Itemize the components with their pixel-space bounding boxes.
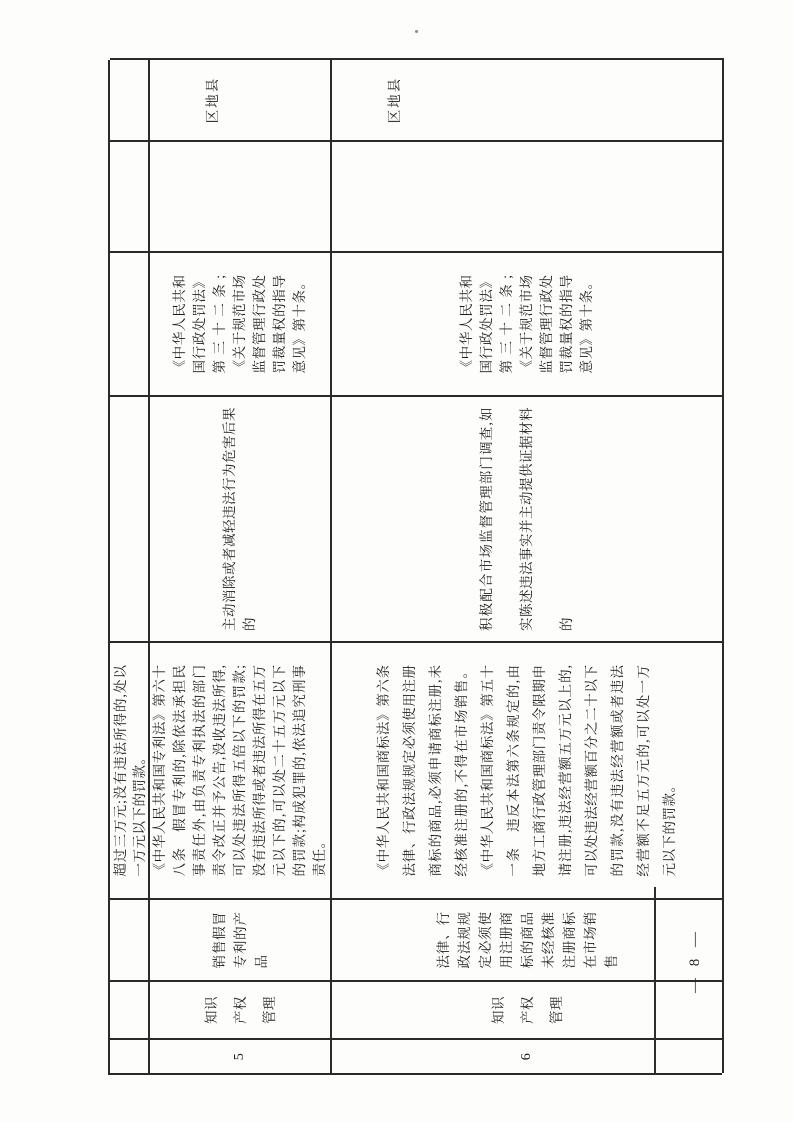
table-bottom-rule-segment xyxy=(654,887,656,1075)
table-cell-seq xyxy=(150,1038,332,1073)
cell-text: 6 xyxy=(519,1052,534,1061)
table-cell-level xyxy=(332,58,724,140)
cell-text: 超过三万元;没有违法所得的,处以一万元以下的罚款。 xyxy=(113,664,147,877)
table-cell-remark xyxy=(332,140,724,251)
table-cell-category xyxy=(332,980,724,1038)
page-number: — 8 — xyxy=(687,928,703,993)
table-cell-circumstance xyxy=(332,395,724,641)
cell-text: 法律、行政法规规定必须使用注册商标的商品未经核准注册商标在市场销售 xyxy=(435,911,619,969)
table-cell-seq xyxy=(332,1038,724,1073)
table-cell-name xyxy=(110,898,150,980)
table-cell-name xyxy=(150,898,332,980)
penalty-table xyxy=(108,60,722,1075)
table-cell-level xyxy=(110,58,150,140)
cell-text: 区地县 xyxy=(387,76,402,124)
cell-text: 知识产权管理 xyxy=(490,996,564,1024)
cell-text: 区地县 xyxy=(205,76,220,124)
cell-text: 《中华人民共和国行政处罚法》第三十二条;《关于规范市场监督管理行政处罚裁量权的指导意见》第十条。 xyxy=(459,274,594,374)
table-cell-circumstance_basis xyxy=(110,251,150,395)
table-cell-remark xyxy=(150,140,332,251)
table-cell-category xyxy=(150,980,332,1038)
cell-text: 《中华人民共和国专利法》第六十八条 假冒专利的,除依法承担民事责任外,由负责专利执法的部门责令改正并予公告,没收违法所得,可以处违法所得五倍以下的罚款;没有违法所得或者违法所得在五万元以下的,可以处二十五万元以下的罚款;构成犯罪的,依法追究刑事责任。 xyxy=(152,664,327,877)
table-cell-circumstance xyxy=(150,395,332,641)
table-cell-seq xyxy=(110,1038,150,1073)
cell-text: 主动消除或者减轻违法行为危害后果的 xyxy=(222,407,257,631)
table-cell-basis xyxy=(110,641,150,898)
table-cell-basis xyxy=(150,641,332,898)
cell-text: 知识产权管理 xyxy=(203,996,277,1024)
table-cell-circumstance_basis xyxy=(332,251,724,395)
table-cell-remark xyxy=(110,140,150,251)
cell-text: 《中华人民共和国商标法》第六条 法律、行政法规规定必须使用注册商标的商品,必须申请商标注册,未经核准注册的,不得在市场销售。《中华人民共和国商标法》第五十一条 违反本法第六条规定的,由地方工商行政管理部门责令限期申请注册,违法经营额五万元以上的,可以处违法经营额百分之二十以下的罚款,没有违法经营额或者违法经营额不足五万元的,可以处一万元以下的罚款。 xyxy=(376,650,677,877)
cell-text: 《中华人民共和国行政处罚法》第三十二条;《关于规范市场监督管理行政处罚裁量权的指导意见》第十条。 xyxy=(172,274,307,374)
table-cell-name xyxy=(332,898,724,980)
table-cell-circumstance xyxy=(110,395,150,641)
table-cell-basis xyxy=(332,641,724,898)
cell-text: 销售假冒专利的产品 xyxy=(211,911,269,969)
table-cell-category xyxy=(110,980,150,1038)
scan-speck xyxy=(415,30,418,33)
table-cell-level xyxy=(150,58,332,140)
cell-text: 积极配合市场监督管理部门调查,如实陈述违法事实并主动提供证据材料的 xyxy=(479,407,574,631)
cell-text: 5 xyxy=(232,1052,247,1061)
table-cell-circumstance_basis xyxy=(150,251,332,395)
